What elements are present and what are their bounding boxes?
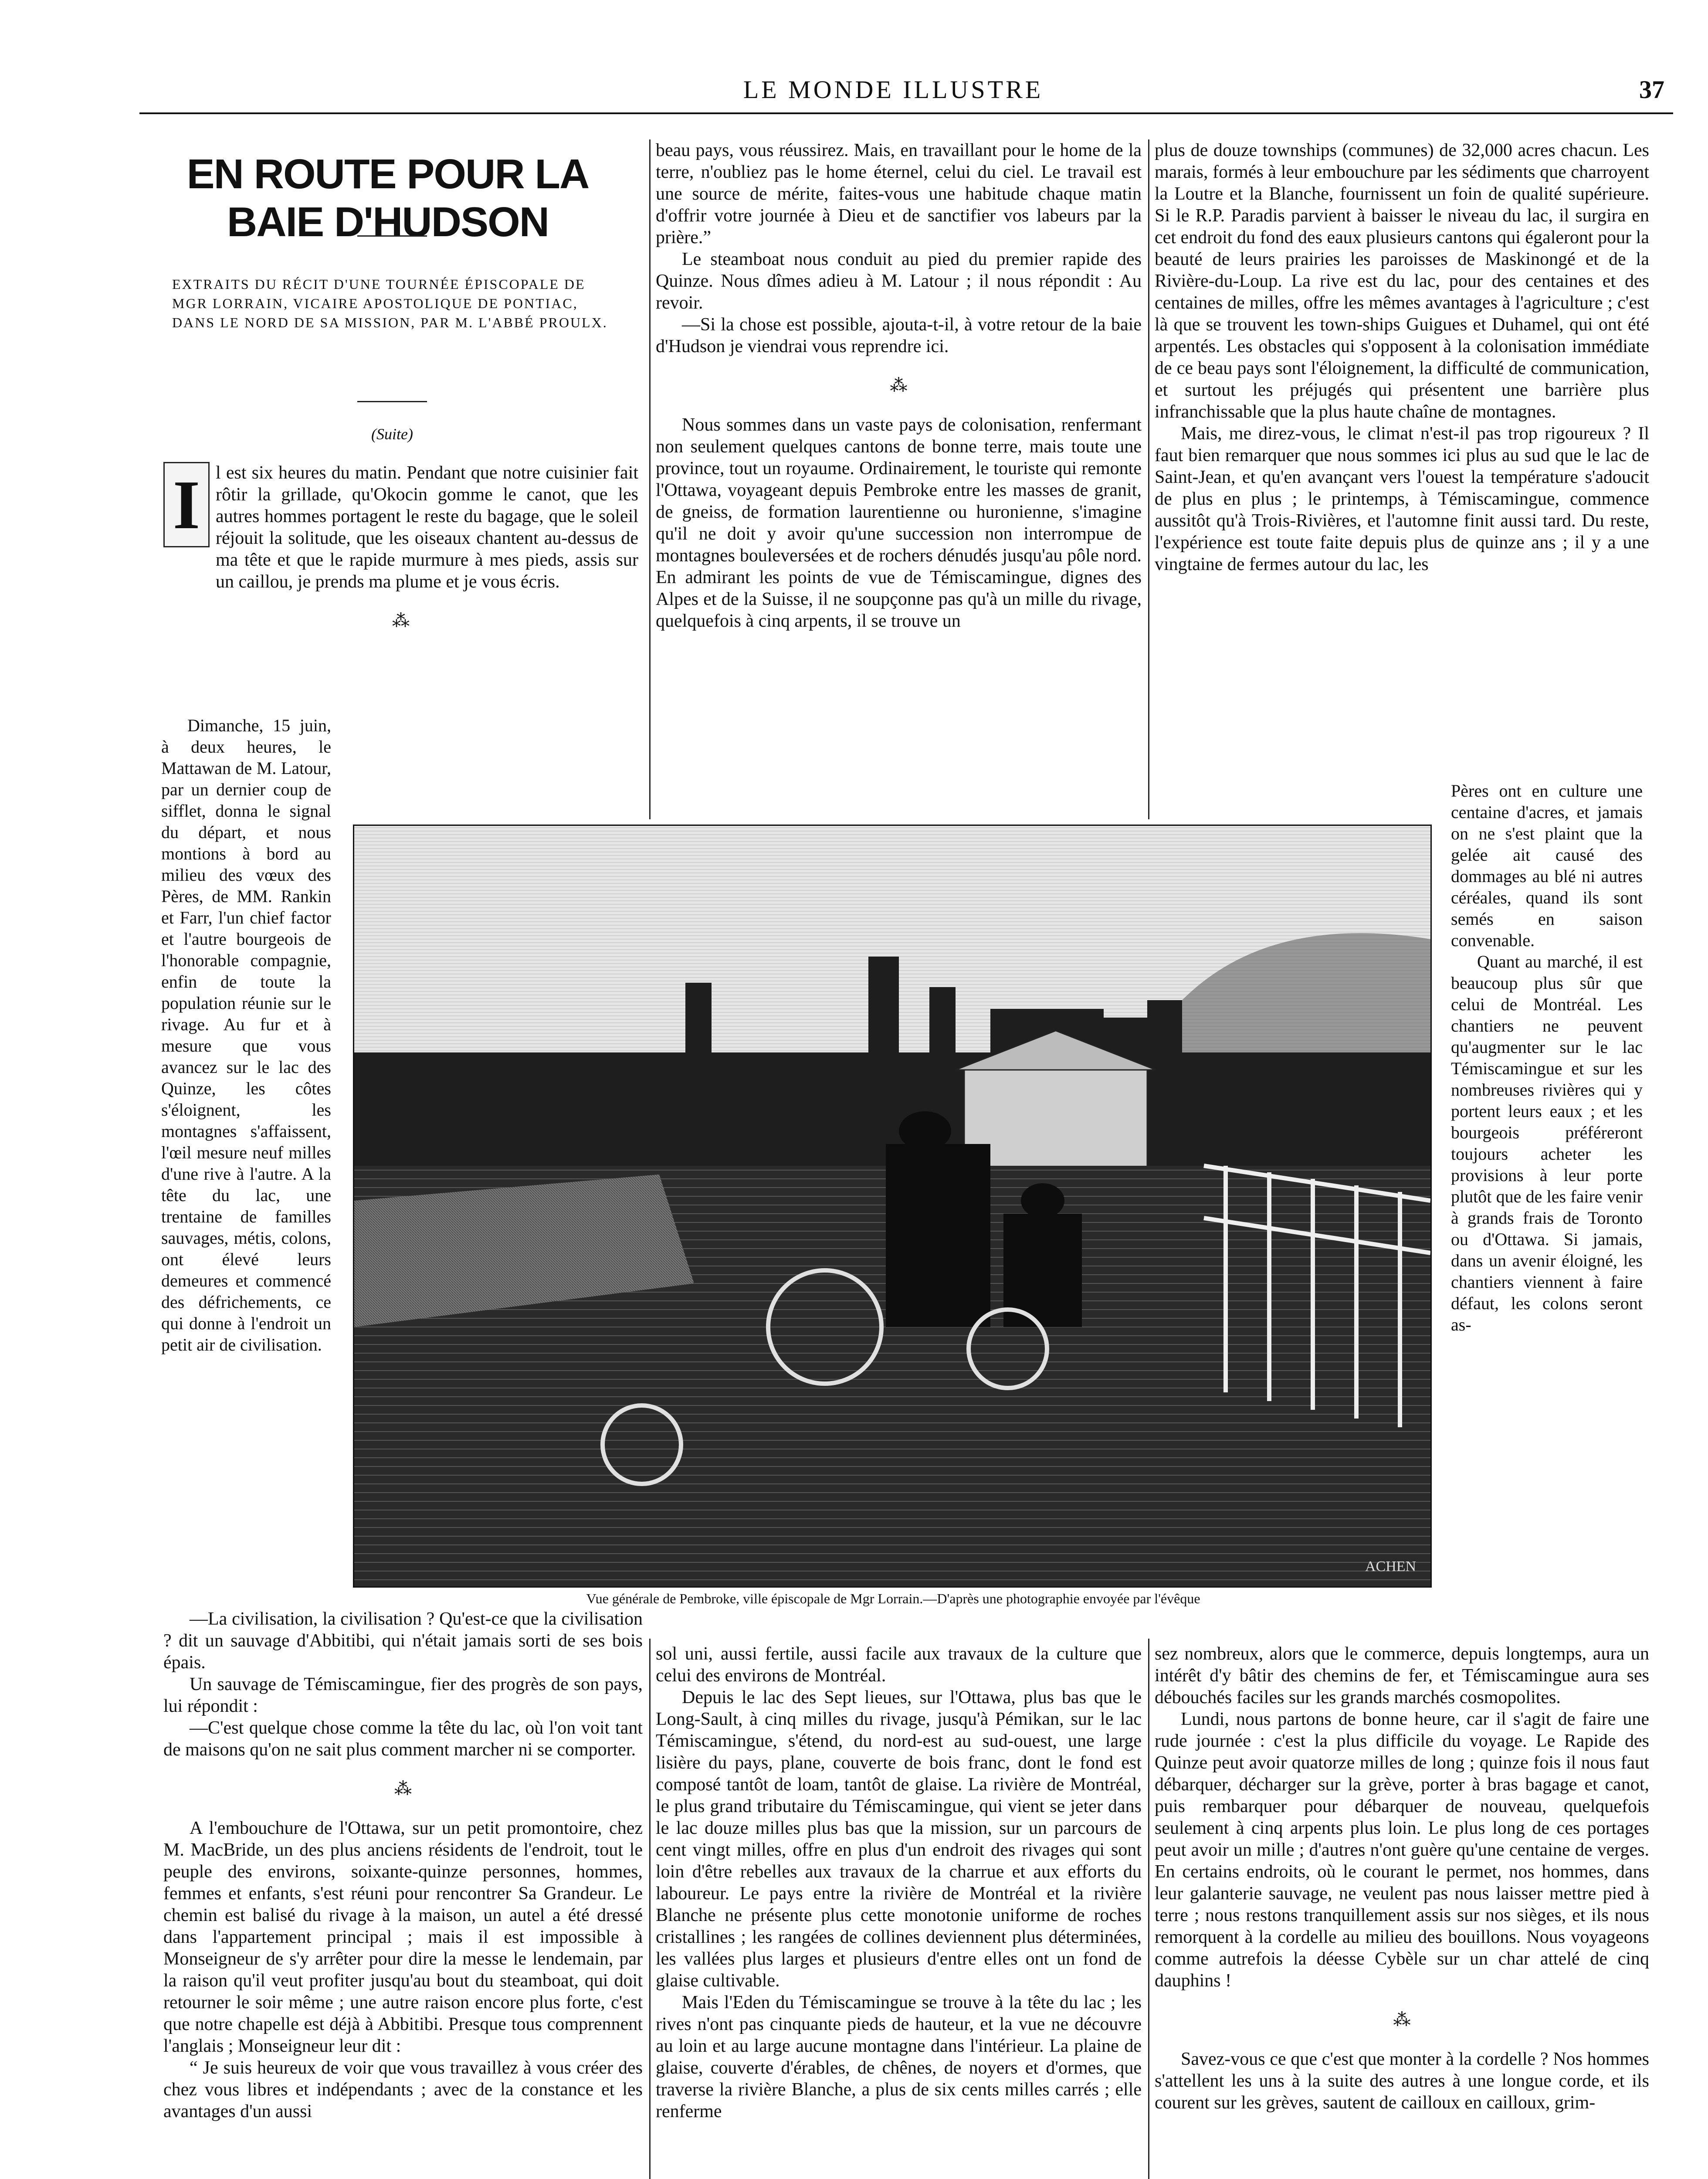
column-3-top bbox=[1155, 139, 1649, 575]
column-divider-2 bbox=[1148, 139, 1149, 819]
retour-paragraph: —Si la chose est possible, ajouta-t-il, à votre retour de la baie d'Hudson je viendrai vous reprendre ici. bbox=[656, 315, 1142, 356]
article-title: EN ROUTE POUR LA BAIE D'HUDSON bbox=[186, 151, 589, 245]
title-rule bbox=[349, 235, 436, 237]
climat-paragraph: Mais, me direz-vous, le climat n'est-il pas trop rigoureux ? Il faut bien remarquer que nous sommes ici plus au sud que le lac de Saint-Jean, et qu'en avançant vers l'ouest la température s'adoucit de plus en plus ; le printemps, à Témiscamingue, commence aussitôt qu'à Trois-Rivières, et l'automne finit aussi tard. Du reste, l'expérience est toute faite depuis plus de quinze ans ; il y a une vingtaine de fermes autour du lac, les bbox=[1155, 424, 1649, 574]
asterism-divider: ⁂ bbox=[392, 611, 410, 631]
illustration-caption: Vue générale de Pembroke, ville épiscopale de Mgr Lorrain.—D'après une photographie envoyée par l'évêque bbox=[586, 1591, 1200, 1606]
asterism-divider: ⁂ bbox=[394, 1779, 412, 1799]
pembroke-engraving bbox=[353, 825, 1432, 1588]
column-divider-4 bbox=[1148, 1639, 1149, 2179]
reply-paragraph: —C'est quelque chose comme la tête du lac, où l'on voit tant de maisons qu'on ne sait plus comment marcher ni se comporter. bbox=[163, 1718, 643, 1760]
newspaper-masthead: LE MONDE ILLUSTRE bbox=[743, 75, 1044, 104]
debouches-paragraph: sez nombreux, alors que le commerce, depuis longtemps, aura un intérêt d'y bâtir des chemins de fer, et Témiscamingue aura ses débouchés faciles sur les grands marchés cosmopolites. bbox=[1155, 1644, 1649, 1707]
quote-paragraph: “ Je suis heureux de voir que vous travaillez à vous créer des chez vous libres et indépendants ; avec de la constance et les avantages d'un aussi bbox=[163, 2058, 643, 2121]
engraving-scene bbox=[354, 826, 1430, 1586]
engraver-signature: ACHEN bbox=[1365, 1558, 1417, 1575]
column-1-intro bbox=[163, 462, 638, 649]
depuis-paragraph: Depuis le lac des Sept lieues, sur l'Ottawa, plus bas que le Long-Sault, à cinq milles du rivage, jusqu'à Pémikan, sur le lac Témiscamingue, s'étend, du nord-est au sud-ouest, une large lisière du pays, plane, couverte de bois franc, dont le fond est composé tantôt de loam, tantôt de glaise. La rivière de Montréal, le plus grand tributaire du Témiscamingue, qui vient se jeter dans le lac douze milles plus bas que la mission, sur un parcours de cent vingt milles, offre en plus d'un endroit des rivages qui sont loin d'être rebelles aux travaux de la charrue et aux efforts du laboureur. Le pays entre la rivière de Montréal et la rivière Blanche ne présente plus cette monotonie uniforme de roches cristallines ; les rangées de collines deviennent plus déterminées, les vallées plus larges et plusieurs d'entre elles ont un fond de glaise cultivable. bbox=[656, 1687, 1142, 1991]
header-rule bbox=[139, 112, 1673, 114]
column-divider-1 bbox=[649, 139, 651, 819]
eden-paragraph: Mais l'Eden du Témiscamingue se trouve à la tête du lac ; les rives n'ont pas cinquante pieds de hauteur, et la vue ne découvre au loin et au large aucune montagne dans l'intérieur. La plaine de glaise, couverte d'érables, de chênes, de noyers et d'ormes, que traverse la rivière Blanche, a plus de six cents milles carrés ; elle renferme bbox=[656, 1992, 1142, 2121]
column-1-narrow bbox=[161, 715, 331, 1355]
column-2-bottom bbox=[656, 1643, 1142, 2122]
column-1-bottom bbox=[163, 1608, 643, 2122]
continued-label: (Suite) bbox=[371, 425, 413, 443]
col2-continuation: beau pays, vous réussirez. Mais, en travaillant pour le home de la terre, n'oubliez pas le home éternel, celui du ciel. Le travail est une source de mérite, faites-vous une habitude chaque matin d'offrir votre journée à Dieu et de sanctifier vos labeurs par la prière.” bbox=[656, 140, 1142, 248]
temiscamingue-paragraph: Un sauvage de Témiscamingue, fier des progrès de son pays, lui répondit : bbox=[163, 1674, 643, 1716]
civilisation-paragraph: —La civilisation, la civilisation ? Qu'est-ce que la civilisation ? dit un sauvage d'Abbitibi, qui n'était jamais sorti de ses bois épais. bbox=[163, 1609, 643, 1673]
intro-paragraph: l est six heures du matin. Pendant que notre cuisinier fait rôtir la grillade, qu'Okocin gomme le canot, que les autres hommes portagent le reste du bagage, que le soleil réjouit la solitude, que les oiseaux chantent au-dessus de ma tête et que le rapide murmure à mes pieds, assis sur un caillou, je prends ma plume et je vous écris. bbox=[216, 463, 638, 592]
column-3-bottom bbox=[1155, 1643, 1649, 2114]
marche-paragraph: Quant au marché, il est beaucoup plus sûr que celui de Montréal. Les chantiers ne peuvent qu'augmenter sur le lac Témiscamingue et sur les nombreuses rivières qui y portent leurs eaux ; et les bourgeois préféreront toujours acheter les provisions à leur porte plutôt que de les faire venir à grands frais de Toronto ou d'Ottawa. Si jamais, dans un avenir éloigné, les chantiers viennent à faire défaut, les colons seront as- bbox=[1451, 952, 1643, 1334]
subtitle-rule bbox=[349, 401, 436, 402]
sol-uni-paragraph: sol uni, aussi fertile, aussi facile aux travaux de la culture que celui des environs de Montréal. bbox=[656, 1644, 1142, 1686]
column-3-narrow bbox=[1451, 780, 1643, 1335]
lundi-paragraph: Lundi, nous partons de bonne heure, car il s'agit de faire une rude journée : c'est la plus difficile du voyage. Le Rapide des Quinze peut avoir quatorze milles de long ; quinze fois il nous faut débarquer, décharger sur la grève, porter à bras bagage et canot, puis rembarquer pour débarquer de nouveau, quelquefois seulement à cinq arpents plus loin. Le plus long de ces portages peut avoir un mille ; d'autres n'ont guère qu'une centaine de verges. En certains endroits, où le courant le permet, nos hommes, dans leur galanterie sauvage, ne veulent pas nous laisser mettre pied à terre ; nous restons tranquillement assis sur nos sièges, et ils nous remorquent à la cordelle au milieu des bouillons. Nous voyageons comme autrefois la déesse Cybèle sur un char attelé de cinq dauphins ! bbox=[1155, 1709, 1649, 1991]
vaste-pays-paragraph: Nous sommes dans un vaste pays de colonisation, renfermant non seulement quelques cantons de bonne terre, mais toute une province, tout un royaume. Ordinairement, le touriste qui remonte l'Ottawa, voyageant depuis Pembroke entre les masses de granit, de gneiss, de formation laurentienne ou huronienne, s'imagine qu'il ne doit y avoir qu'une succession non interrompue de montagnes bouleversées et de rochers dénudés jusqu'au pôle nord. En admirant les points de vue de Témiscamingue, dignes des Alpes et de la Suisse, il ne soupçonne pas qu'à un mille du rivage, quelquefois à cinq arpents, il se trouve un bbox=[656, 415, 1142, 631]
dimanche-paragraph: Dimanche, 15 juin, à deux heures, le Mattawan de M. Latour, par un dernier coup de sifflet, donna le signal du départ, et nous montions à bord au milieu des vœux des Pères, de MM. Rankin et Farr, l'un chief factor et l'autre bourgeois de l'honorable compagnie, enfin de toute la population réunie sur le rivage. Au fur et à mesure que vous avancez sur le lac des Quinze, les côtes s'éloignent, les montagnes s'affaissent, l'œil mesure neuf milles d'une rive à l'autre. A la tête du lac, une trentaine de familles sauvages, métis, colons, ont élevé leurs demeures et commencé des défrichements, ce qui donne à l'endroit un petit air de civilisation. bbox=[161, 716, 331, 1354]
wooden-house bbox=[964, 1070, 1147, 1174]
column-divider-3 bbox=[649, 1639, 651, 2179]
col3-continuation: plus de douze townships (communes) de 32,000 acres chacun. Les marais, formés à leur embouchure par les sédiments que charroyent la Loutre et la Blanche, fournissent un foin de qualité supérieure. Si le R.P. Paradis parvient à baisser le niveau du lac, il surgira en cet endroit du fond des eaux plusieurs cantons qui égaleront pour la beauté de leurs prairies les paroisses de Maskinongé et de la Rivière-du-Loup. La rive est du lac, pour des centaines et des centaines de milles, offre les mêmes avantages à l'agriculture ; c'est là que se trouvent les town-ships Guigues et Duhamel, qui ont été arpentés. Les obstacles qui s'opposent à la colonisation immédiate de ce beau pays sont l'éloignement, la difficulté de communication, et surtout les préjugés qui présentent une barrière plus infranchissable que la plus haute chaîne de montagnes. bbox=[1155, 140, 1649, 422]
peres-paragraph: Pères ont en culture une centaine d'acres, et jamais on ne s'est plaint que la gelée ait causé des dommages au blé ni autres céréales, quand ils sont semés en saison convenable. bbox=[1451, 781, 1643, 950]
cordelle-paragraph: Savez-vous ce que c'est que monter à la cordelle ? Nos hommes s'attellent les uns à la suite des autres à une longue corde, et ils courent sur les grèves, sautent de cailloux en cailloux, grim- bbox=[1155, 2049, 1649, 2113]
column-2-top bbox=[656, 139, 1142, 632]
ottawa-paragraph: A l'embouchure de l'Ottawa, sur un petit promontoire, chez M. MacBride, un des plus anciens résidents de l'endroit, tout le peuple des environs, soixante-quinze personnes, hommes, femmes et enfants, s'est réuni pour rencontrer Sa Grandeur. Le chemin est balisé du rivage à la maison, un autel a été dressé dans l'appartement principal ; mais il est impossible à Monseigneur de s'y arrêter pour dire la messe le lendemain, par la raison qu'il veut profiter jusqu'au bout du steamboat, qui doit retourner le soir même ; une autre raison encore plus forte, c'est que notre chapelle est déjà à Abbitibi. Presque tous comprennent l'anglais ; Monseigneur leur dit : bbox=[163, 1818, 643, 2056]
asterism-divider: ⁂ bbox=[890, 376, 908, 395]
asterism-divider: ⁂ bbox=[1393, 2010, 1411, 2030]
drop-cap: I bbox=[163, 462, 210, 547]
steamboat-paragraph: Le steamboat nous conduit au pied du premier rapide des Quinze. Nous dîmes adieu à M. Latour ; il nous répondit : Au revoir. bbox=[656, 249, 1142, 313]
page-number: 37 bbox=[1639, 75, 1664, 104]
article-subtitle: EXTRAITS DU RÉCIT D'UNE TOURNÉE ÉPISCOPALE DE MGR LORRAIN, VICAIRE APOSTOLIQUE DE PONTIAC, DANS LE NORD DE SA MISSION, PAR M. L'ABBÉ PROULX. bbox=[172, 276, 608, 330]
